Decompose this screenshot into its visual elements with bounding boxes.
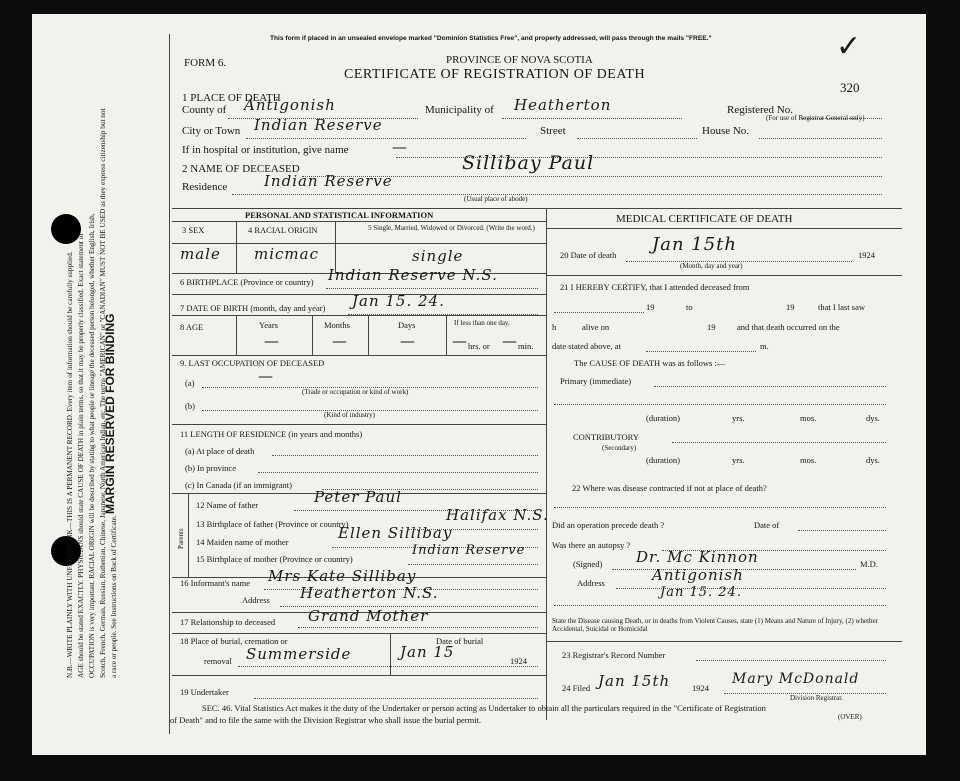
informant-label: 16 Informant's name	[180, 578, 250, 588]
city-label: City or Town	[182, 125, 241, 137]
personal-heading: PERSONAL AND STATISTICAL INFORMATION	[245, 210, 434, 220]
less-than-day-label: If less than one day,	[454, 319, 510, 327]
medical-heading: MEDICAL CERTIFICATE OF DEATH	[616, 213, 793, 225]
margin-binding-label: MARGIN RESERVED FOR BINDING	[103, 313, 117, 514]
form-number: FORM 6.	[184, 57, 227, 69]
burial-place-value: Summerside	[246, 645, 352, 663]
certificate-title: CERTIFICATE OF REGISTRATION OF DEATH	[344, 67, 646, 82]
burial-date-label: Date of burial	[436, 636, 484, 646]
age-label: 8 AGE	[180, 322, 204, 332]
burial-date-value: Jan 15	[400, 643, 455, 661]
dys-label-2: dys.	[866, 455, 880, 465]
informant-address-value: Heatherton N.S.	[300, 584, 439, 602]
hospital-label: If in hospital or institution, give name	[182, 144, 349, 156]
certify-alive-on: alive on	[582, 322, 610, 332]
medical-address-value: Antigonish	[652, 566, 744, 584]
certify-occurred: and that death occurred on the	[737, 322, 840, 332]
mother-label: 14 Maiden name of mother	[196, 537, 289, 547]
relationship-value: Grand Mother	[308, 607, 429, 625]
mos-label-1: mos.	[800, 413, 817, 423]
filed-year: 1924	[692, 683, 709, 693]
certify-to: to	[686, 302, 693, 312]
years-label: Years	[259, 320, 278, 330]
municipality-value: Heatherton	[514, 96, 612, 114]
margin-instructions	[65, 68, 133, 678]
place-heading: 1 PLACE OF DEATH	[182, 92, 281, 104]
check-mark: ✓	[836, 29, 863, 64]
father-value: Peter Paul	[314, 488, 402, 506]
mother-birthplace-label: 15 Birthplace of mother (Province or country)	[196, 554, 353, 564]
residence-value: Indian Reserve	[264, 172, 393, 190]
dod-year: 1924	[858, 250, 875, 260]
dod-label: 20 Date of death	[560, 250, 617, 260]
marital-label: 5 Single, Married, Widowed or Divorced. (Write the word.)	[368, 224, 535, 232]
dod-value: Jan 15th	[652, 234, 737, 255]
municipality-label: Municipality of	[425, 104, 494, 116]
duration-label-1: (duration)	[646, 413, 680, 423]
name-label: 2 NAME OF DECEASED	[182, 163, 300, 175]
medical-date-value: Jan 15. 24.	[660, 585, 742, 600]
occupation-a: (a)	[185, 378, 195, 388]
signed-label: (Signed)	[573, 559, 603, 569]
occupation-industry-note: (Kind of industry)	[324, 411, 375, 419]
md-label: M.D.	[860, 559, 878, 569]
yrs-label-2: yrs.	[732, 455, 745, 465]
mail-note: This form if placed in an unsealed envelope marked "Dominion Statistics Free", and properly addressed, will pass through the mails "FREE."	[270, 35, 712, 42]
undertaker-label: 19 Undertaker	[180, 687, 229, 697]
cause-label: The CAUSE OF DEATH was as follows :—	[574, 358, 726, 368]
footer-over: (OVER)	[838, 713, 862, 721]
certify-m: m.	[760, 341, 769, 351]
instruction-line: AGE should be stated EXACTLY. PHYSICIANS should state CAUSE OF DEATH in plain terms, so that it may be properly classified. Exact statement of	[77, 233, 85, 678]
birthplace-label: 6 BIRTHPLACE (Province or country)	[180, 277, 314, 287]
registered-note: (For use of Registrar General only)	[766, 114, 865, 122]
primary-label: Primary (immediate)	[560, 376, 632, 386]
residence-length-label: 11 LENGTH OF RESIDENCE (in years and months)	[180, 429, 363, 439]
certify-last-saw: that I last saw	[818, 302, 865, 312]
certify-line-4: date stated above, at	[552, 341, 621, 351]
signed-value: Dr. Mc Kinnon	[636, 548, 759, 566]
occupation-trade-note: (Trade or occupation or kind of work)	[302, 388, 409, 396]
certificate-page	[32, 14, 926, 755]
burial-year: 1924	[510, 656, 527, 666]
occupation-label: 9. LAST OCCUPATION OF DECEASED	[180, 358, 325, 368]
registrar-label: Division Registrar.	[790, 694, 843, 702]
registered-label: Registered No.	[727, 104, 793, 116]
hrs-label: hrs. or	[468, 341, 490, 351]
removal-label: removal	[204, 656, 232, 666]
dys-label-1: dys.	[866, 413, 880, 423]
disease-label: 22 Where was disease contracted if not at place of death?	[572, 483, 767, 493]
operation-label: Did an operation precede death ?	[552, 520, 665, 530]
informant-value: Mrs Kate Sillibay	[268, 567, 417, 585]
certify-19-b: 19	[786, 302, 795, 312]
age-months: —	[332, 332, 348, 350]
days-label: Days	[398, 320, 416, 330]
residence-note: (Usual place of abode)	[464, 195, 528, 203]
secondary-label: (Secondary)	[602, 444, 637, 452]
age-years: —	[264, 332, 280, 350]
certify-h: h	[552, 322, 557, 332]
marital-value: single	[412, 247, 464, 265]
certify-19-a: 19	[646, 302, 655, 312]
hospital-value: —	[392, 138, 408, 156]
informant-address-label: Address	[242, 595, 270, 605]
certificate-number: 320	[840, 80, 860, 95]
province-heading: PROVINCE OF NOVA SCOTIA	[446, 54, 593, 66]
sex-label: 3 SEX	[182, 225, 205, 235]
residence-b: (b) In province	[185, 463, 236, 473]
certify-line-1: 21 I HEREBY CERTIFY, that I attended deceased from	[560, 282, 750, 292]
contributory-label: CONTRIBUTORY	[573, 432, 639, 442]
instruction-line: OCCUPATION is very important. RACIAL ORIGIN will be described by stating to what people or lineage the deceased person belonged, whether English, Irish,	[88, 213, 96, 678]
dob-value: Jan 15. 24.	[352, 292, 445, 310]
county-label: County of	[182, 104, 227, 116]
certify-19-c: 19	[707, 322, 716, 332]
months-label: Months	[324, 320, 350, 330]
age-min-value: —	[502, 332, 518, 350]
autopsy-label: Was there an autopsy ?	[552, 540, 631, 550]
footer-line-2: of Death" and to file the same with the Division Registrar who shall issue the burial permit.	[170, 715, 482, 725]
birthplace-value: Indian Reserve N.S.	[328, 266, 498, 284]
registrar-signature: Mary McDonald	[732, 671, 860, 687]
deceased-name: Sillibay Paul	[462, 152, 595, 174]
race-value: micmac	[254, 245, 319, 263]
age-hrs-value: —	[452, 332, 468, 350]
dod-note: (Month, day and year)	[680, 262, 743, 270]
sex-value: male	[180, 245, 221, 263]
residence-label: Residence	[182, 181, 228, 193]
racial-label: 4 RACIAL ORIGIN	[248, 225, 318, 235]
burial-label: 18 Place of burial, cremation or	[180, 636, 288, 646]
margin-rule	[169, 34, 170, 734]
father-label: 12 Name of father	[196, 500, 259, 510]
filed-label: 24 Filed	[562, 683, 591, 693]
father-birthplace-label: 13 Birthplace of father (Province or country)	[196, 519, 349, 529]
parents-label: Parents	[177, 528, 185, 549]
state-note: State the Disease causing Death, or in deaths from Violent Causes, state (1) Means and Nature of Injury, (2) whether Accidental, Suicidal or Homicidal	[552, 617, 878, 633]
dob-label: 7 DATE OF BIRTH (month, day and year)	[180, 303, 326, 313]
mother-birthplace-value: Indian Reserve	[412, 543, 526, 558]
mos-label-2: mos.	[800, 455, 817, 465]
city-value: Indian Reserve	[254, 116, 383, 134]
county-value: Antigonish	[244, 96, 336, 114]
occupation-value: —	[258, 367, 274, 385]
instruction-line: Scotch, French, German, Russian, Ruthenian, Chinese, Japanese, North American Indian, etc. The terms "AMERICAN" or "CANADIAN" MUST NOT BE USED as they express citizenship but not	[99, 108, 107, 678]
age-days: —	[400, 332, 416, 350]
father-birthplace-value: Halifax N.S.	[446, 506, 549, 524]
yrs-label-1: yrs.	[732, 413, 745, 423]
street-label: Street	[540, 125, 566, 137]
mother-value: Ellen Sillibay	[338, 524, 453, 542]
occupation-b: (b)	[185, 401, 195, 411]
record-label: 23 Registrar's Record Number	[562, 650, 666, 660]
instruction-line: a race or people. See Instructions on Back of Certificate.	[110, 515, 118, 678]
date-of-label: Date of	[754, 520, 780, 530]
filed-value: Jan 15th	[598, 672, 671, 690]
duration-label-2: (duration)	[646, 455, 680, 465]
residence-c: (c) In Canada (if an immigrant)	[185, 480, 292, 490]
instruction-line: N.B.—WRITE PLAINLY WITH UNFADING INK—THIS IS A PERMANENT RECORD. Every item of information should be carefully supplied.	[66, 251, 74, 678]
residence-a: (a) At place of death	[185, 446, 255, 456]
house-label: House No.	[702, 125, 750, 137]
footer-line-1: SEC. 46. Vital Statistics Act makes it the duty of the Undertaker or person acting as Undertaker to obtain all the particulars required in the "Certificate of Registration	[202, 703, 766, 713]
medical-address-label: Address	[577, 578, 605, 588]
min-label: min.	[518, 341, 534, 351]
relationship-label: 17 Relationship to deceased	[180, 617, 276, 627]
